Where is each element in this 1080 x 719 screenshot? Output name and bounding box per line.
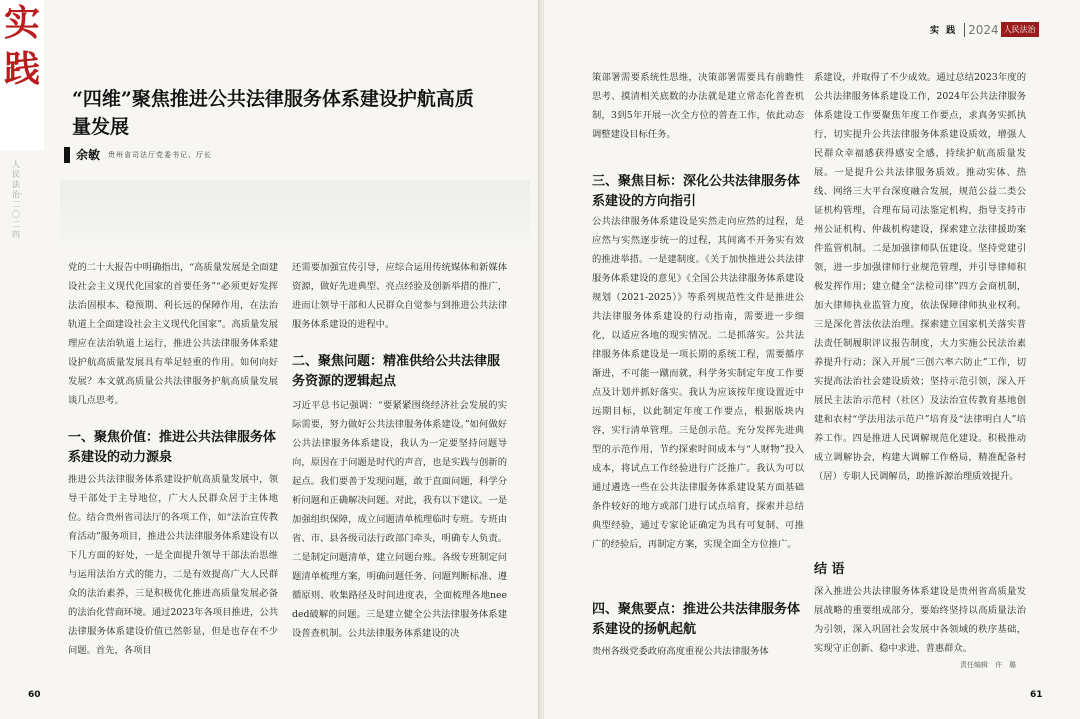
- header-divider: [964, 23, 965, 37]
- intro-paragraph: 党的二十大报告中明确指出，“高质量发展是全面建设社会主义现代化国家的首要任务”“必须更好发挥法治固根本、稳预期、利长远的保障作用，在法治轨道上全面建设社会主义现代化国家”。高质量发展理应在法治轨道上运行，推进公共法律服务体系建设护航高质量发展具有举足轻重的作用。如何向好发展？本文就高质量公共法律服务护航高质量发展谈几点思考。: [68, 262, 278, 406]
- section2-paragraph: 习近平总书记强调：“要紧紧围绕经济社会发展的实际需要，努力做好公共法律服务体系建设。”如何做好公共法律服务体系建设，我认为一定要坚持问题导向，原因在于问题是时代的声音，也是实践与创新的起点。我们要善于发现问题，敢于直面问题，科学分析问题和正确解决问题。对此，我有以下建议。一是加强组织保障，成立问题清单梳理临时专班。专班由省、市、县各级司法行政部门牵头，明确专人负责。二是制定问题清单，建立问题台账。各级专班制定问题清单梳理方案，明确问题任务、问题判断标准、遵循原则、收集路径及时间进度表，全面梳理各地needed破解的问题。三是建立健全公共法律服务体系建设普查机制。公共法律服务体系建设的决: [292, 400, 507, 639]
- section3-paragraph: 公共法律服务体系建设是实然走向应然的过程，是应然与实然逐步统一的过程，其间离不开务实有效的推进举措。一是建制度。《关于加快推进公共法律服务体系建设的意见》《全国公共法律服务体系建设规划（2021-2025）》等系列规范性文件是推进公共法律服务体系建设的行动指南，需要进一步细化，以适应各地的现实情况。二是抓落实。公共法律服务体系建设是一项长期的系统工程，需要循序渐进，不可能一蹴而就，科学务实制定年度工作要点及计划并抓好落实。我认为应该按年度设置近中远期目标，以此制定年度工作要点，根据版块内容，实行清单管理。三是创示范。充分发挥先进典型的示范作用，节约探索时间成本与“人财物”投入成本，将试点工作经验进行广泛推广。我认为可以通过遴选一些在公共法律服务体系建设某方面基础条件较好的地方或部门进行试点培育，探索并总结典型经验，通过专家论证确定为具有可复制、可推广的经验后，再制定方案，实现全面全方位推广。: [592, 216, 804, 550]
- page-number-left: 60: [28, 690, 41, 700]
- right-header: [930, 22, 1039, 37]
- conclusion-heading: 结 语: [814, 562, 845, 577]
- col2-top-paragraph: 还需要加强宣传引导，应综合运用传统媒体和新媒体资源，做好先进典型、亮点经验及创新举措的推广，进而让领导干部和人民群众自觉参与到推进公共法律服务体系建设的进程中。: [292, 262, 507, 330]
- editor-credit: 责任编辑 许 璐: [960, 661, 1016, 669]
- section-tag-char-1: 实: [3, 2, 40, 44]
- section3-heading: 三、聚焦目标：深化公共法律服务体系建设的方向指引: [592, 174, 801, 209]
- header-label: 实 践: [930, 26, 958, 36]
- section1-heading: 一、聚焦价值：推进公共法律服务体系建设的动力源泉: [68, 430, 277, 465]
- right-page: [544, 0, 1080, 719]
- page-number-right: 61: [1030, 690, 1043, 700]
- section4-heading: 四、聚焦要点：推进公共法律服务体系建设的扬帆起航: [592, 602, 801, 637]
- right-col2-paragraph: 系建设，并取得了不少成效。通过总结2023年度的公共法律服务体系建设工作，2024年公共法律服务体系建设工作要聚焦年度工作要点，求真务实抓执行，切实提升公共法律服务体系建设质效，增强人民群众幸福感获得感安全感，持续护航高质量发展。一是提升公共法律服务质效。推动实体、热线、网络三大平台深度融合发展，规范公益二类公证机构管理，合理布局司法鉴定机构，指导支持市州公证机构、仲裁机构建设，探索建立法律援助案件监管机制。二是加强律师队伍建设。坚持党建引领，进一步加强律师行业规范管理，并引导律师积极发挥作用；建立健全“法检司律”四方会商机制，加大律师执业监管力度，依法保障律师执业权利。三是深化普法依法治理。探索建立国家机关落实普法责任制履职评议报告制度，大力实施公民法治素养提升行动；深入开展“三创六率六防止”工作，切实提高法治社会建设质效；坚持示范引领，深入开展民主法治示范村（社区）及法治宣传教育基地创建和农村“学法用法示范户”培育及“法律明白人”培养工作。四是推进人民调解规范化建设。积极推动成立调解协会，构建大调解工作格局，精准配备村（居）专职人民调解员，助推诉源治理质效提升。: [814, 72, 1026, 482]
- article-title: “四维”聚焦推进公共法律服务体系建设护航高质量发展: [72, 88, 474, 138]
- author-line: [64, 146, 212, 163]
- section2-heading: 二、聚焦问题：精准供给公共法律服务资源的逻辑起点: [292, 354, 501, 389]
- section4-paragraph: 贵州各级党委政府高度重视公共法律服务体: [592, 646, 769, 657]
- side-vertical-text: 人民法治·二〇二四: [12, 160, 23, 239]
- header-year: 2024: [968, 22, 999, 37]
- author-name: 余敏: [76, 148, 101, 162]
- author-mark-icon: [64, 147, 70, 163]
- section1-paragraph: 推进公共法律服务体系建设护航高质量发展中，领导干部处于主导地位，广大人民群众居于主体地位。结合贵州省司法厅的各项工作，如“法治宣传教育活动”服务项目，推进公共法律服务体系建设有以下几方面的好处，一是全面提升领导干部法治思维与运用法治方式的能力，二是有效提高广大人民群众的法治素养，三是积极优化推进高质量发展必备的法治化营商环境。通过2023年各项目推进，公共法律服务体系建设价值已然彰显，但是也存在不少问题。首先，各项目: [68, 474, 278, 656]
- conclusion-paragraph: 深入推进公共法律服务体系建设是贵州省高质量发展战略的重要组成部分，要始终坚持以高质量法治为引领，深入巩固社会发展中各领域的秩序基础，实现守正创新、稳中求进、普惠群众。: [814, 586, 1026, 654]
- header-badge: 人民法治: [1001, 22, 1039, 37]
- decorative-band: [60, 180, 530, 250]
- author-role: 贵州省司法厅党委书记、厅长: [108, 150, 213, 159]
- section-tag-char-2: 践: [3, 48, 40, 90]
- right-col1-top-paragraph: 策部署需要系统性思维，决策部署需要具有前瞻性思考、摸清相关底数的办法就是建立常态化普查机制，3到5年开展一次全方位的普查工作，依此动态调整建设目标任务。: [592, 72, 804, 140]
- section-tag: [0, 0, 44, 150]
